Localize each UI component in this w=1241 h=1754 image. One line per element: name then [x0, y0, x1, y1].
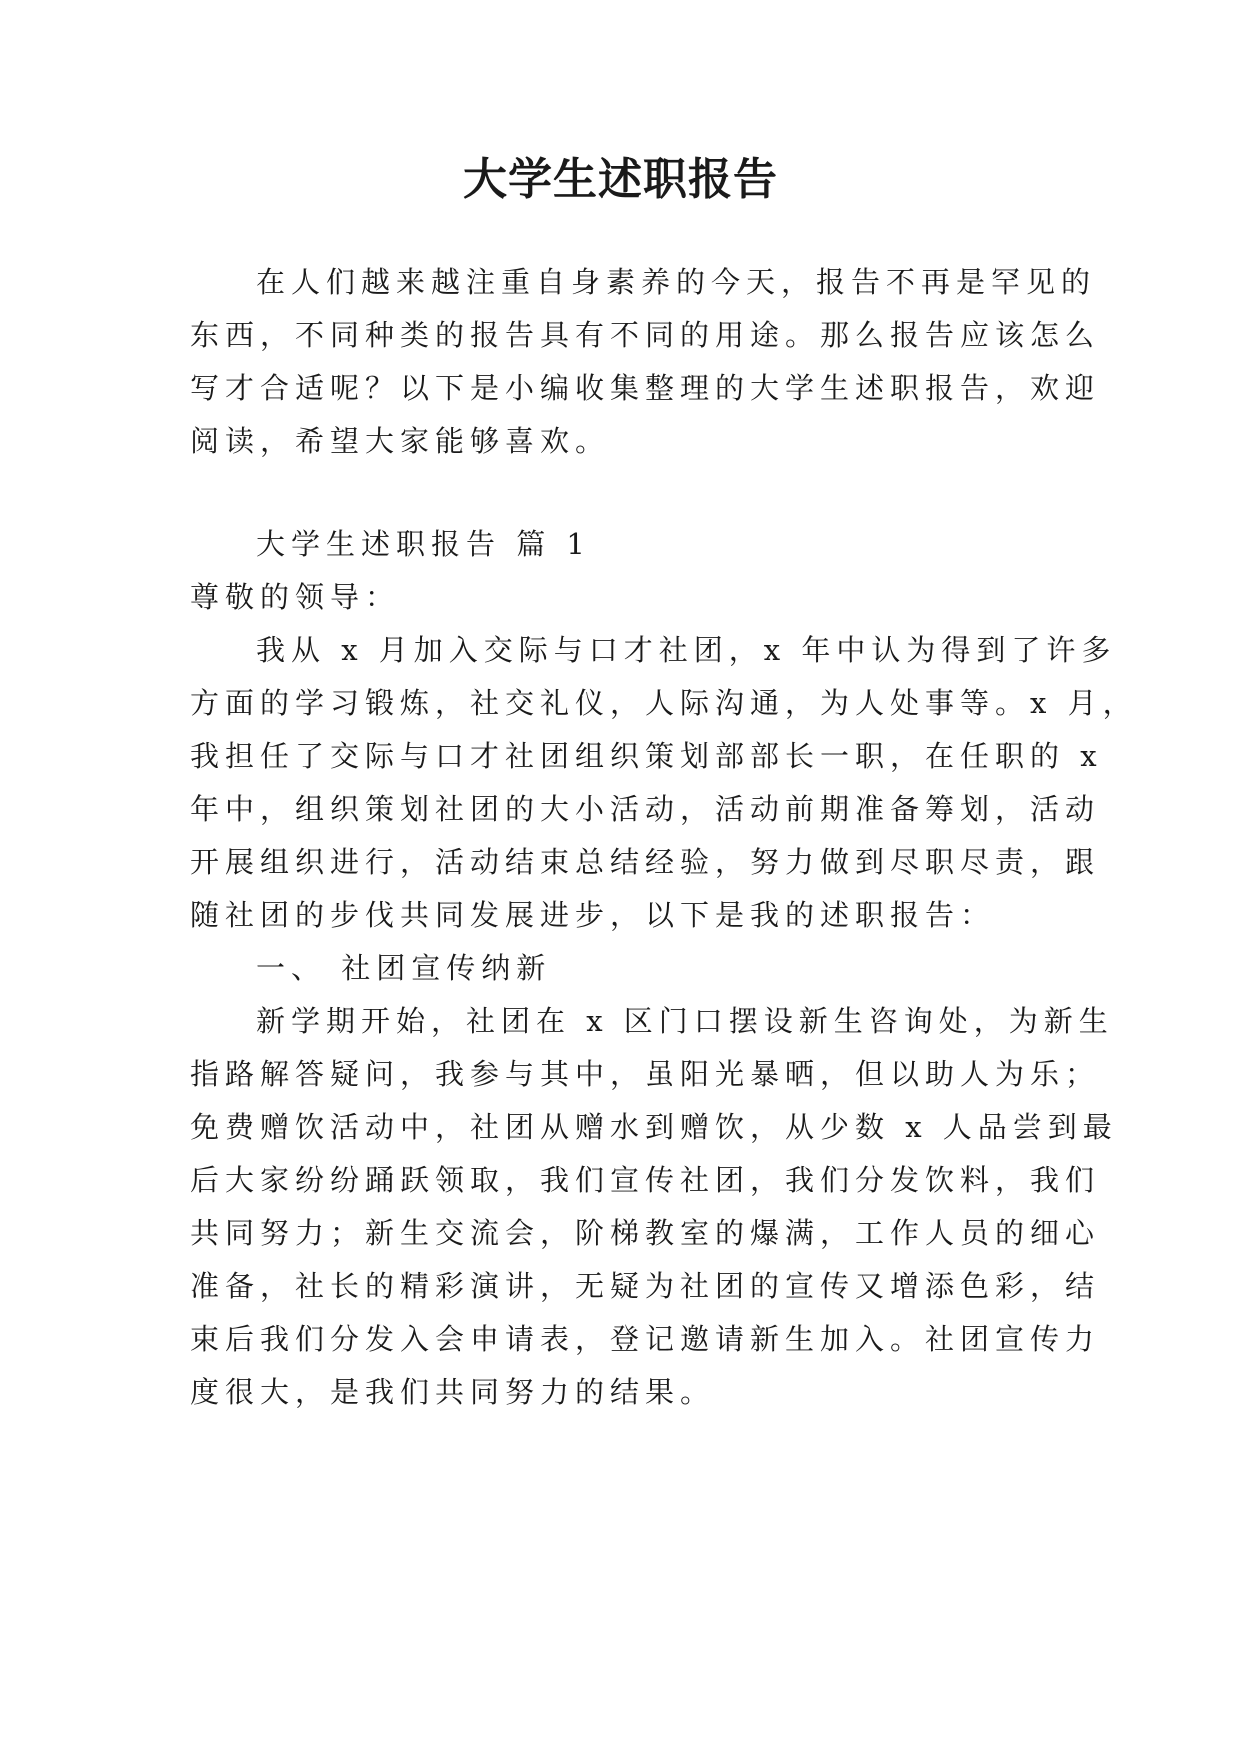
paragraph-line: 开展组织进行，活动结束总结经验，努力做到尽职尽责，跟 — [190, 845, 1101, 879]
paragraph-line: 年中，组织策划社团的大小活动，活动前期准备筹划，活动 — [190, 792, 1101, 826]
paragraph-line: 随社团的步伐共同发展进步，以下是我的述职报告： — [190, 898, 996, 932]
paragraph-line: 后大家纷纷踊跃领取，我们宣传社团，我们分发饮料，我们 — [190, 1163, 1101, 1197]
page-title: 大学生述职报告 — [463, 154, 778, 205]
intro-line: 东西，不同种类的报告具有不同的用途。那么报告应该怎么 — [190, 318, 1101, 352]
paragraph-line: 共同努力；新生交流会，阶梯教室的爆满，工作人员的细心 — [190, 1216, 1101, 1250]
intro-line: 写才合适呢？以下是小编收集整理的大学生述职报告，欢迎 — [190, 371, 1101, 405]
intro-line: 在人们越来越注重自身素养的今天，报告不再是罕见的 — [256, 265, 1097, 299]
paragraph-line: 方面的学习锻炼，社交礼仪，人际沟通，为人处事等。x 月， — [190, 686, 1138, 720]
paragraph-line: 我从 x 月加入交际与口才社团，x 年中认为得到了许多 — [256, 633, 1117, 667]
paragraph-line: 指路解答疑问，我参与其中，虽阳光暴晒，但以助人为乐； — [190, 1057, 1101, 1091]
paragraph-line: 新学期开始，社团在 x 区门口摆设新生咨询处，为新生 — [256, 1004, 1114, 1038]
paragraph-line: 我担任了交际与口才社团组织策划部部长一职，在任职的 x — [190, 739, 1103, 773]
paragraph-line: 准备，社长的精彩演讲，无疑为社团的宣传又增添色彩，结 — [190, 1269, 1101, 1303]
intro-line: 阅读，希望大家能够喜欢。 — [190, 424, 611, 458]
salutation: 尊敬的领导： — [190, 580, 401, 614]
sub-heading: 一、 社团宣传纳新 — [256, 951, 552, 985]
paragraph-line: 束后我们分发入会申请表，登记邀请新生加入。社团宣传力 — [190, 1322, 1101, 1356]
section-heading: 大学生述职报告 篇 1 — [256, 527, 591, 561]
paragraph-line: 度很大，是我们共同努力的结果。 — [190, 1375, 716, 1409]
paragraph-line: 免费赠饮活动中，社团从赠水到赠饮，从少数 x 人品尝到最 — [190, 1110, 1118, 1144]
